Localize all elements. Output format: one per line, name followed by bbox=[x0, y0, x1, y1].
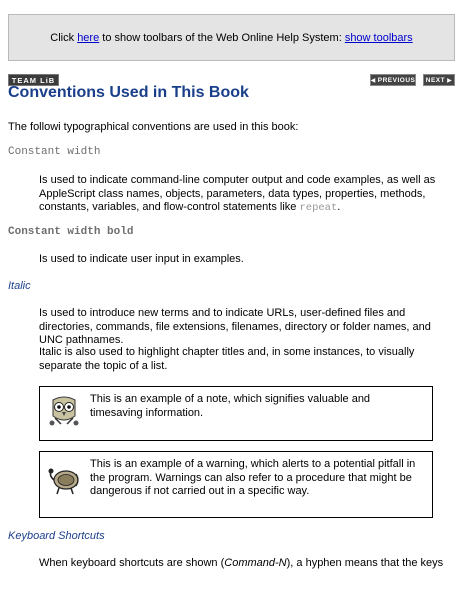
help-toolbar-banner bbox=[8, 14, 455, 61]
right-arrow-icon: ▶ bbox=[447, 77, 453, 84]
teamlib-label: TEAM LiB bbox=[11, 75, 56, 85]
note-box bbox=[39, 386, 433, 441]
here-link[interactable]: here bbox=[77, 31, 100, 44]
desc-constant-width-bold: Is used to indicate user input in examples. bbox=[39, 253, 244, 265]
term-constant-width: Constant width bbox=[8, 146, 101, 158]
warning-box bbox=[39, 451, 433, 518]
term-italic: Italic bbox=[8, 280, 31, 292]
desc-italic-1: Is used to introduce new terms and to indicate URLs, user-defined files and directories, commands, file extensions, filenames, directory or folder names, and UNC pathnames. bbox=[39, 307, 431, 346]
desc-constant-width-text: Is used to indicate command-line computer output and code examples, as well as AppleScript class names, objects, parameters, data types, properties, methods, constants, variables, and flow-control statements like bbox=[39, 174, 436, 213]
desc-constant-width bbox=[39, 174, 439, 216]
term-constant-width-bold: Constant width bold bbox=[8, 226, 134, 238]
desc-constant-width-end: . bbox=[337, 201, 341, 213]
note-text: This is an example of a note, which signifies valuable and timesaving information. bbox=[90, 393, 371, 419]
next-label: NEXT bbox=[425, 76, 446, 84]
previous-label: PREVIOUS bbox=[377, 76, 416, 84]
term-keyboard-shortcuts: Keyboard Shortcuts bbox=[8, 530, 105, 542]
desc-keyboard-end: ), a hyphen means that the keys bbox=[286, 557, 444, 569]
left-arrow-icon: ◀ bbox=[370, 77, 376, 84]
desc-keyboard-shortcuts bbox=[39, 557, 449, 571]
desc-keyboard-text: When keyboard shortcuts are shown ( bbox=[39, 557, 225, 569]
show-toolbars-link[interactable]: show toolbars bbox=[344, 31, 413, 44]
command-n-shortcut: Command-N bbox=[224, 557, 287, 569]
banner-prefix: Click bbox=[50, 31, 78, 44]
page-title: Conventions Used in This Book bbox=[8, 84, 249, 101]
warning-text: This is an example of a warning, which alerts to a potential pitfall in the program. Warnings can also refer to a procedure that might be dangerous if not carried out in a specific way. bbox=[90, 458, 416, 497]
previous-button[interactable] bbox=[370, 74, 416, 86]
owl-icon bbox=[47, 394, 81, 428]
intro-text: The followi typographical conventions are used in this book: bbox=[8, 121, 299, 133]
turkey-icon bbox=[47, 462, 81, 496]
banner-middle: to show toolbars of the Web Online Help System: bbox=[99, 31, 345, 44]
next-button[interactable] bbox=[423, 74, 455, 86]
code-repeat: repeat bbox=[299, 202, 338, 214]
desc-italic-2: Italic is also used to highlight chapter titles and, in some instances, to visually separate the topic of a list. bbox=[39, 346, 415, 372]
